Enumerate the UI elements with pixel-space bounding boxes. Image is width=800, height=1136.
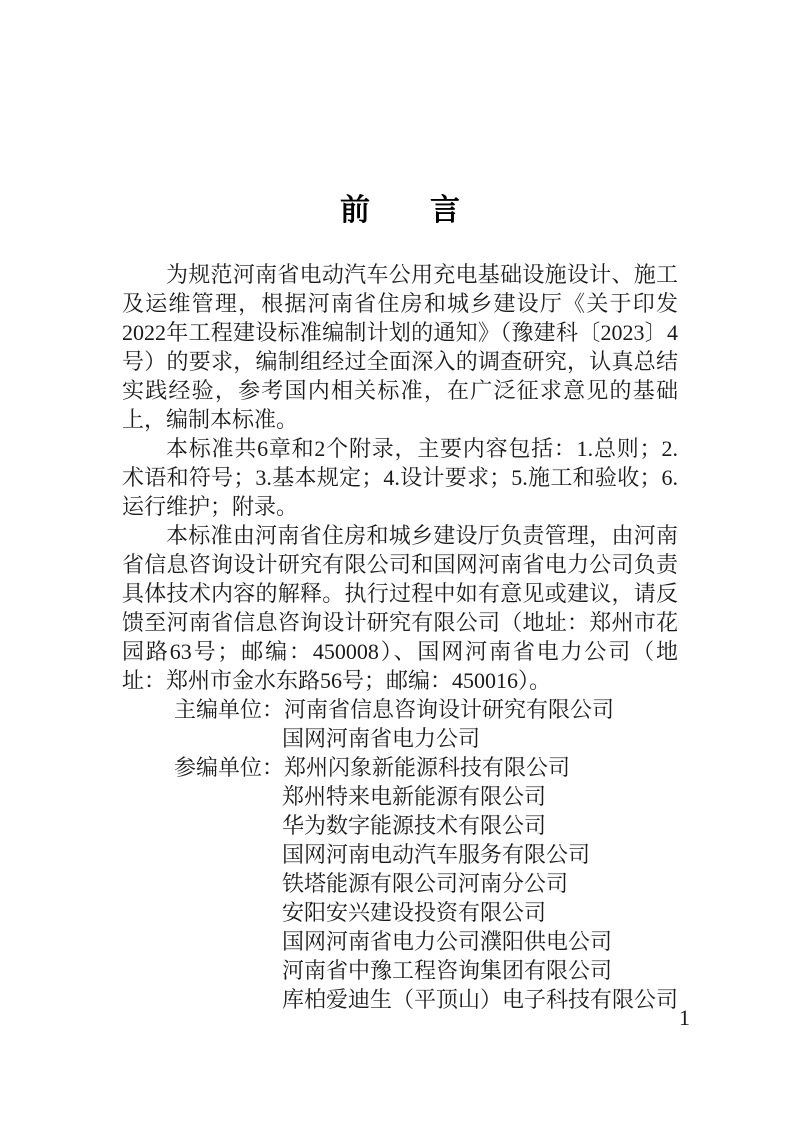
unit-name: 郑州闪象新能源科技有限公司 [284,755,571,780]
unit-name: 河南省信息咨询设计研究有限公司 [284,697,615,722]
preface-body [122,260,678,1014]
preface-paragraph: 为规范河南省电动汽车公用充电基础设施设计、施工及运维管理，根据河南省住房和城乡建设厅《关于印发2022年工程建设标准编制计划的通知》（豫建科〔2023〕4号）的要求，编制组经过全面深入的调查研究，认真总结实践经验，参考国内相关标准，在广泛征求意见的基础上，编制本标准。 [122,262,678,432]
unit-name: 郑州特来电新能源有限公司 [282,784,547,809]
unit-name: 国网河南省电力公司濮阳供电公司 [282,929,613,954]
preface-paragraph: 本标准共6章和2个附录，主要内容包括：1.总则；2.术语和符号；3.基本规定；4.设计要求；5.施工和验收；6.运行维护；附录。 [122,436,678,519]
unit-row [122,724,678,753]
unit-label-spacer [122,782,282,811]
participating-editor-label: 参编单位： [174,755,285,780]
unit-name: 华为数字能源技术有限公司 [282,813,547,838]
page-number: 1 [679,1005,690,1030]
unit-name: 铁塔能源有限公司河南分公司 [282,871,569,896]
unit-row [122,695,678,724]
unit-name: 河南省中豫工程咨询集团有限公司 [282,958,613,983]
unit-label-spacer [122,956,282,985]
unit-name: 国网河南省电力公司 [282,726,481,751]
unit-row [122,869,678,898]
unit-label-spacer [122,811,282,840]
unit-row [122,782,678,811]
unit-label-spacer [122,898,282,927]
editor-units-section [122,695,678,1014]
unit-name: 安阳安兴建设投资有限公司 [282,900,547,925]
unit-row [122,956,678,985]
unit-name: 国网河南电动汽车服务有限公司 [282,842,591,867]
unit-label-spacer [122,985,282,1014]
unit-row [122,985,678,1014]
page-title: 前 言 [340,194,460,227]
unit-label-spacer [122,840,282,869]
unit-row [122,840,678,869]
unit-row [122,811,678,840]
unit-label-spacer [122,869,282,898]
unit-row [122,898,678,927]
unit-label-spacer [122,724,282,753]
unit-row [122,927,678,956]
chief-editor-label: 主编单位： [174,697,285,722]
unit-row [122,753,678,782]
preface-paragraph: 本标准由河南省住房和城乡建设厅负责管理，由河南省信息咨询设计研究有限公司和国网河南省电力公司负责具体技术内容的解释。执行过程中如有意见或建议，请反馈至河南省信息咨询设计研究有限公司（地址：郑州市花园路63号；邮编：450008）、国网河南省电力公司（地址：郑州市金水东路56号；邮编：450016）。 [122,523,678,693]
unit-label-spacer [122,927,282,956]
unit-name: 库柏爱迪生（平顶山）电子科技有限公司 [282,987,679,1012]
